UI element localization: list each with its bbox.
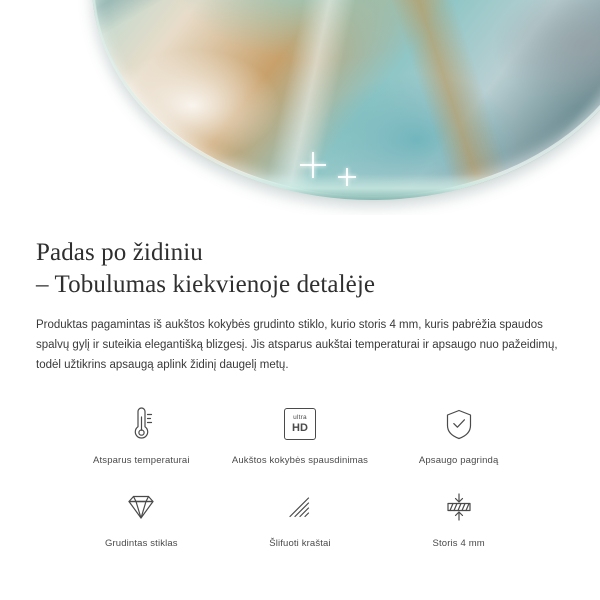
ultra-hd-badge-top: ultra xyxy=(293,414,307,422)
description-paragraph: Produktas pagamintas iš aukštos kokybės grudinto stiklo, kurio storis 4 mm, kuris pabrėžia spaudos spalvų gylį ir suteikia elegantišką blizgesį. Jis atsparus aukštai temperaturai ir apsaugo nuo pažeidimų, todėl užtikrins apsaugą aplink židinį daugelį metų. xyxy=(36,319,558,372)
thermometer-icon xyxy=(124,401,158,447)
feature-caption: Aukštos kokybės spausdinimas xyxy=(231,455,369,467)
marble-glass-plate-photo xyxy=(92,0,600,200)
shield-check-icon xyxy=(442,401,476,447)
ultra-hd-badge-bottom: HD xyxy=(292,421,308,434)
feature-surface-protection xyxy=(379,401,538,466)
ultra-hd-icon xyxy=(284,401,316,447)
page-title xyxy=(36,237,564,301)
feature-thickness xyxy=(379,484,538,549)
feature-grid xyxy=(36,401,564,549)
feature-caption: Apsaugo pagrindą xyxy=(418,455,499,467)
feature-caption: Grudintas stiklas xyxy=(104,538,178,550)
headline-line-1: Padas po židiniu xyxy=(36,239,203,266)
hero-image xyxy=(0,0,600,215)
feature-temperature-resistant xyxy=(62,401,221,466)
content-block xyxy=(0,215,600,549)
feature-print-quality xyxy=(221,401,380,466)
headline-line-2: – Tobulumas kiekvienoje detalėje xyxy=(36,271,376,298)
feature-tempered-glass xyxy=(62,484,221,549)
feature-caption: Atsparus temperaturai xyxy=(93,455,190,467)
thickness-icon xyxy=(441,484,477,530)
feature-caption: Šlifuoti kraštai xyxy=(269,538,331,550)
polished-edges-icon xyxy=(283,484,317,530)
feature-polished-edges xyxy=(221,484,380,549)
feature-caption: Storis 4 mm xyxy=(432,538,485,550)
diamond-icon xyxy=(123,484,159,530)
